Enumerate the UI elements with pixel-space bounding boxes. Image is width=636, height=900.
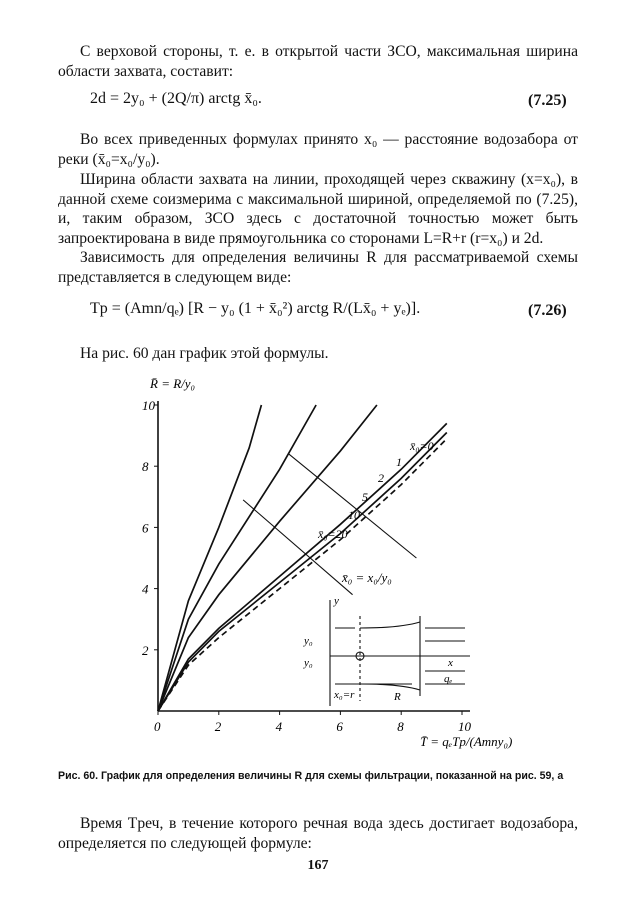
paragraph-3: Ширина области захвата на линии, проходящей через скважину (x=x₀), в данной схеме соизмерима с максимальной шириной, определяемой по (7.25), и, таким образом, ЗСО здесь с достаточной точностью может быть запроектирована в виде прямоугольника со сторонами L=R+r (r=x₀) и 2d.	[58, 171, 578, 247]
formula-7-26-text: Tр = (Amn/qₑ) [R − y₀ (1 + x̄₀²) arctg R/(Lx̄₀ + yₑ)].	[90, 300, 421, 317]
paragraph-2: Во всех приведенных формулах принято x₀ — расстояние водозабора от реки (x̄₀=x₀/y₀).	[58, 131, 578, 168]
y-tick-label-6: 6	[142, 520, 149, 536]
cross-line-1	[243, 500, 352, 595]
curve-4	[158, 405, 316, 711]
y-tick-label-2: 2	[142, 642, 149, 658]
y-ticks	[142, 398, 158, 658]
equation-number-7-26: (7.26)	[528, 302, 567, 319]
formula-7-25-text: 2d = 2y₀ + (2Q/π) arctg x̄₀.	[90, 90, 262, 107]
curve-label-5: x̄₀=20	[318, 527, 348, 541]
x-tick-label-8: 8	[397, 719, 404, 734]
paragraph-1: С верховой стороны, т. е. в открытой части ЗСО, максимальная ширина области захвата, составит:	[58, 43, 578, 80]
curve-0	[158, 439, 447, 711]
curve-label-1: 1	[396, 455, 402, 469]
paragraph-4: Зависимость для определения величины R для рассматриваемой схемы представляется в следующем виде:	[58, 249, 578, 286]
inset-label-4: y₀	[304, 657, 313, 669]
x-tick-label-0: 0	[154, 719, 161, 734]
x-ticks	[154, 711, 472, 734]
curve-label-3: 5	[362, 490, 368, 504]
cross-line-2	[289, 454, 417, 558]
formula-7-26	[90, 300, 420, 318]
inset-label-1: x	[448, 657, 453, 669]
curve-label-4: 10	[348, 508, 360, 522]
inset-labels	[303, 595, 453, 703]
x-tick-label-2: 2	[214, 719, 222, 734]
y-axis-label: R̄ = R/y₀	[150, 376, 196, 391]
paragraph-6: Время Tреч, в течение которого речная вода здесь достигает водозабора, определяется по следующей формуле:	[58, 815, 578, 852]
y-tick-label-8: 8	[142, 459, 149, 475]
curve-3	[158, 405, 377, 711]
inset-label-6: R	[394, 691, 401, 703]
x-tick-label-4: 4	[275, 719, 283, 734]
figure-60	[0, 366, 636, 766]
formula-7-25	[90, 90, 262, 108]
curve-2	[158, 423, 447, 711]
y-tick-label-4: 4	[142, 581, 149, 597]
figure-caption: Рис. 60. График для определения величины R для схемы фильтрации, показанной на рис. 59, а	[58, 770, 564, 782]
y-tick-label-10: 10	[142, 398, 155, 413]
x-tick-label-6: 6	[336, 719, 343, 734]
curve-label-0: x̄₀=0	[410, 439, 434, 453]
inset-label-5: x₀=r	[334, 689, 355, 701]
paragraph-5: На рис. 60 дан график этой формулы.	[80, 345, 329, 362]
inset-label-0: y	[334, 595, 339, 607]
x-axis-label: T̄ = qₑTр/(Amny₀)	[420, 734, 513, 749]
curves	[158, 405, 447, 711]
curve-label-2: 2	[378, 471, 384, 485]
inset-label-3: y₀	[304, 635, 313, 647]
inset-formula: x̄₀ = x₀/y₀	[342, 570, 392, 585]
page-number: 167	[307, 858, 329, 873]
x-tick-label-10: 10	[458, 719, 471, 734]
inset-label-2: qₑ	[444, 673, 453, 685]
equation-number-7-25: (7.25)	[528, 92, 567, 109]
